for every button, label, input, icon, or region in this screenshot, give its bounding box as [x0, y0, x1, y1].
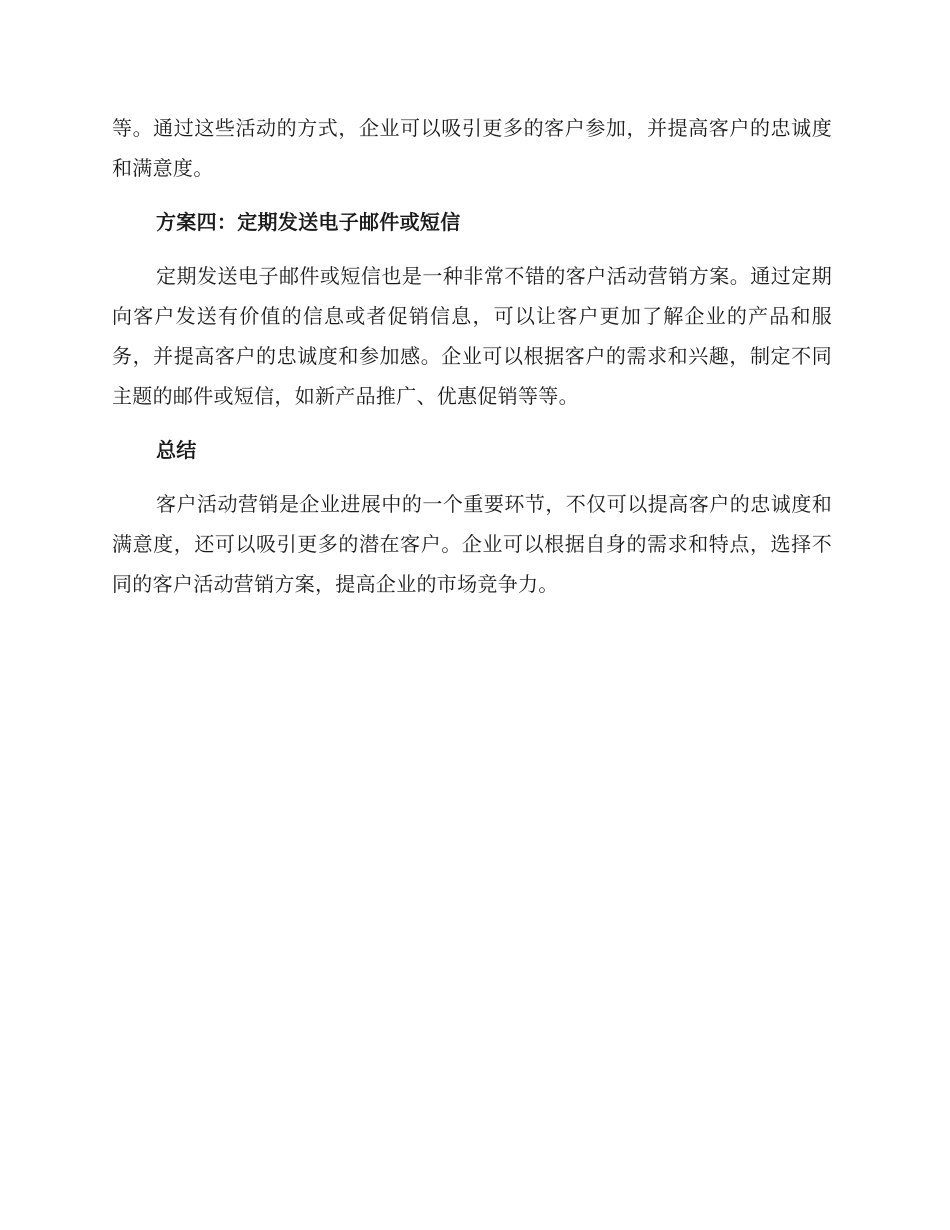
summary-body: 客户活动营销是企业进展中的一个重要环节，不仅可以提高客户的忠诚度和满意度，还可以吸引更多的潜在客户。企业可以根据自身的需求和特点，选择不同的客户活动营销方案，提高企业的市场竞争力。: [112, 492, 832, 596]
summary-heading: 总结: [156, 438, 197, 462]
document-page: [112, 108, 832, 604]
section-4-body: 定期发送电子邮件或短信也是一种非常不错的客户活动营销方案。通过定期向客户发送有价值的信息或者促销信息，可以让客户更加了解企业的产品和服务，并提高客户的忠诚度和参加感。企业可以根据客户的需求和兴趣，制定不同主题的邮件或短信，如新产品推广、优惠促销等等。: [112, 264, 832, 408]
continued-paragraph: 等。通过这些活动的方式，企业可以吸引更多的客户参加，并提高客户的忠诚度和满意度。: [112, 116, 832, 180]
section-4-heading: 方案四：定期发送电子邮件或短信: [156, 210, 461, 234]
